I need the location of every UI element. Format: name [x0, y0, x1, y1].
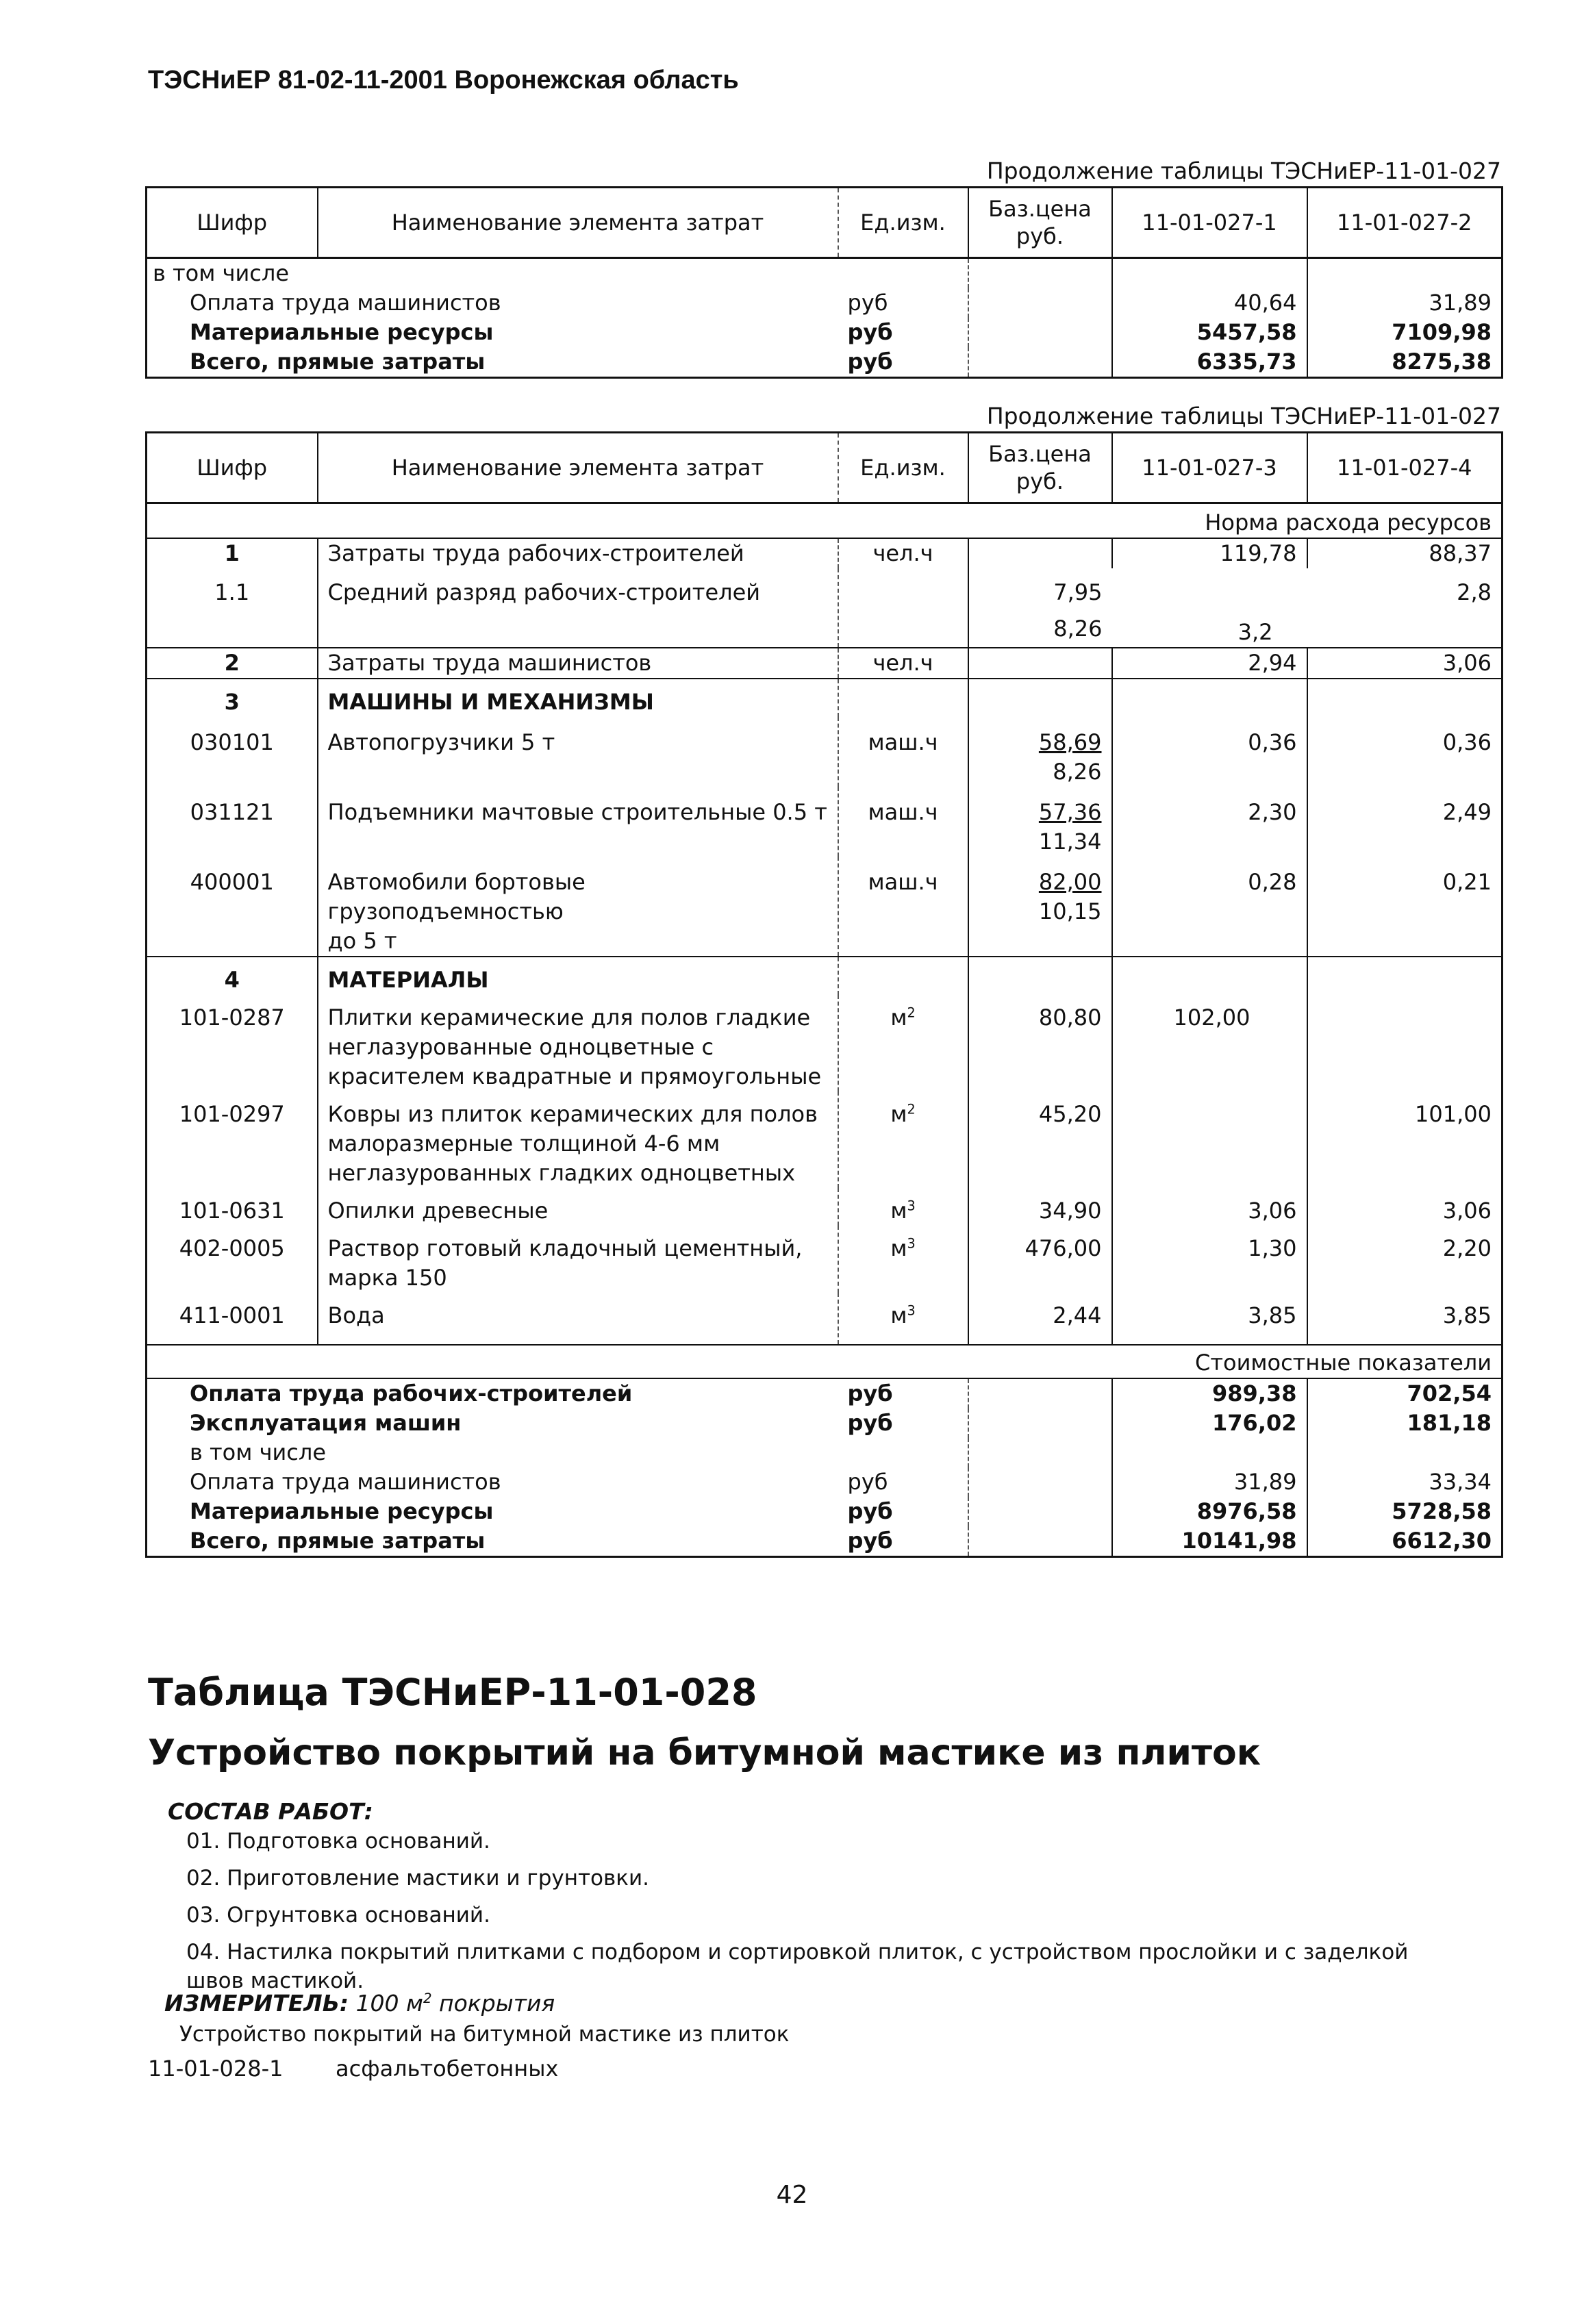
works-label: СОСТАВ РАБОТ:	[168, 1798, 373, 1825]
work-item: 04. Настилка покрытий плитками с подбором и сортировкой плиток, с устройством прослойки и с заделкой швов мастикой.	[186, 1940, 1409, 1993]
table2-continuation: Продолжение таблицы ТЭСНиЕР-11-01-027	[986, 403, 1501, 429]
table2-header-row	[147, 433, 1503, 503]
table-row: 101-0297 Ковры из плиток керамических для полов малоразмерные толщиной 4-6 мм неглазурованных гладких одноцветных $м^2$ 45,20 101,00	[147, 1091, 1503, 1188]
work-item: 02. Приготовление мастики и грунтовки.	[186, 1866, 650, 1891]
table-row: 4 МАТЕРИАЛЫ	[147, 957, 1503, 995]
table2	[145, 431, 1503, 1558]
table-row: 2 Затраты труда машинистов чел.ч 2,94 3,06	[147, 648, 1503, 679]
table-row: 1.1 Средний разряд рабочих-строителей 7,95 8,26 3,2 2,8	[147, 568, 1503, 648]
table-row: 030101 Автопогрузчики 5 т маш.ч 58,69 8,26 0,36 0,36	[147, 717, 1503, 787]
table-row: 3 МАШИНЫ И МЕХАНИЗМЫ	[147, 679, 1503, 717]
table1-header-row	[147, 188, 1503, 258]
col-name: Наименование элемента затрат	[318, 188, 838, 258]
col-unit: Ед.изм.	[838, 433, 968, 503]
document-header: ТЭСНиЕР 81-02-11-2001 Воронежская область	[148, 66, 739, 94]
item-name: асфальтобетонных	[336, 2056, 559, 2082]
table-row: Всего, прямые затраты руб 6335,73 8275,38	[147, 347, 1503, 378]
col-code: Шифр	[147, 188, 318, 258]
work-item: 01. Подготовка оснований.	[186, 1829, 490, 1854]
table-row: 402-0005 Раствор готовый кладочный цементный, марка 150 $м^3$ 476,00 1,30 2,20	[147, 1226, 1503, 1293]
table-row: Оплата труда машинистов руб 40,64 31,89	[147, 288, 1503, 318]
page-number: 42	[776, 2181, 808, 2209]
table-row: Материальные ресурсы руб 5457,58 7109,98	[147, 318, 1503, 347]
table1	[145, 186, 1503, 379]
col-price: Баз.цена руб.	[968, 433, 1112, 503]
table-row: Всего, прямые затраты руб 10141,98 6612,30	[147, 1526, 1503, 1557]
col-c1: 11-01-027-3	[1112, 433, 1307, 503]
norm-label-row: Норма расхода ресурсов	[147, 503, 1503, 539]
table-row: 031121 Подъемники мачтовые строительные 0.5 т маш.ч 57,36 11,34 2,30 2,49	[147, 787, 1503, 857]
table-row: 400001 Автомобили бортовые грузоподъемностью до 5 т маш.ч 82,00 10,15 0,28 0,21	[147, 857, 1503, 957]
table-row: в том числе	[147, 1438, 1503, 1467]
table-row: в том числе	[147, 258, 1503, 289]
col-c2: 11-01-027-4	[1307, 433, 1503, 503]
table-row: 1 Затраты труда рабочих-строителей чел.ч 119,78 88,37	[147, 538, 1503, 568]
table-row: Оплата труда машинистов руб 31,89 33,34	[147, 1467, 1503, 1497]
section-subtitle: Устройство покрытий на битумной мастике из плиток	[148, 1732, 1261, 1773]
table-row: 101-0287 Плитки керамические для полов гладкие неглазурованные одноцветные с красителем квадратные и прямоугольные $м^2$ 80,80 102,00	[147, 995, 1503, 1091]
table-row: Оплата труда рабочих-строителей руб 989,38 702,54	[147, 1378, 1503, 1409]
col-price: Баз.цена руб.	[968, 188, 1112, 258]
work-item: 03. Огрунтовка оснований.	[186, 1903, 490, 1928]
col-name: Наименование элемента затрат	[318, 433, 838, 503]
works-list	[186, 1827, 1408, 1995]
table-row: Материальные ресурсы руб 8976,58 5728,58	[147, 1497, 1503, 1526]
table1-continuation: Продолжение таблицы ТЭСНиЕР-11-01-027	[986, 157, 1501, 184]
table-row: 411-0001 Вода $м^3$ 2,44 3,85 3,85	[147, 1293, 1503, 1345]
section-title: Таблица ТЭСНиЕР-11-01-028	[148, 1671, 757, 1714]
col-unit: Ед.изм.	[838, 188, 968, 258]
item-code: 11-01-028-1	[148, 2056, 284, 2082]
table-row: Эксплуатация машин руб 176,02 181,18	[147, 1409, 1503, 1438]
meter: ИЗМЕРИТЕЛЬ: 100 $м^2$ покрытия	[164, 1990, 555, 2017]
item-description: Устройство покрытий на битумной мастике из плиток	[179, 2022, 790, 2047]
col-c2: 11-01-027-2	[1307, 188, 1503, 258]
cost-label-row: Стоимостные показатели	[147, 1345, 1503, 1378]
col-c1: 11-01-027-1	[1112, 188, 1307, 258]
col-code: Шифр	[147, 433, 318, 503]
table-row: 101-0631 Опилки древесные $м^3$ 34,90 3,06 3,06	[147, 1188, 1503, 1226]
